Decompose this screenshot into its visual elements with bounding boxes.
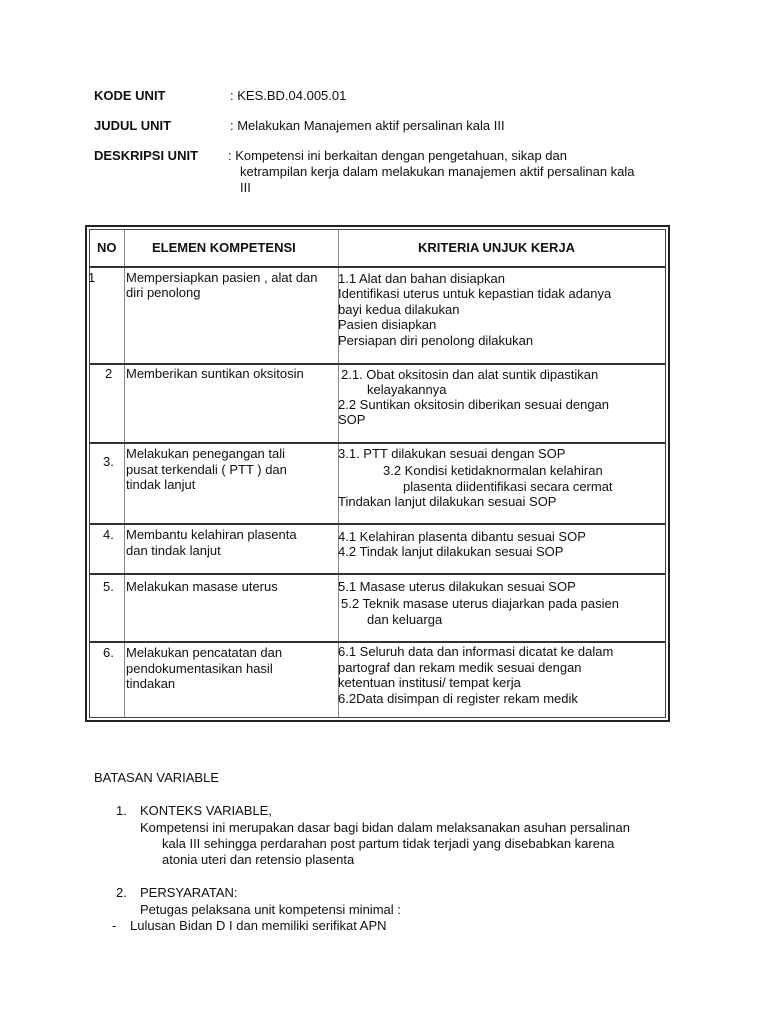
- row5-no: 5.: [103, 579, 114, 594]
- row-separator: [90, 266, 665, 268]
- row3-kriteria-line1: 3.1. PTT dilakukan sesuai dengan SOP: [338, 446, 566, 461]
- row-separator: [90, 573, 665, 575]
- row2-elemen-line1: Memberikan suntikan oksitosin: [126, 366, 304, 381]
- row5-elemen-line1: Melakukan masase uterus: [126, 579, 278, 594]
- row4-elemen-line1: Membantu kelahiran plasenta: [126, 527, 297, 542]
- row6-elemen-line1: Melakukan pencatatan dan: [126, 645, 283, 660]
- deskripsi-line-3: III: [240, 180, 251, 195]
- row1-no: 1: [88, 270, 96, 285]
- row1-elemen-line2: diri penolong: [126, 285, 201, 300]
- row3-kriteria-line3: plasenta diidentifikasi secara cermat: [403, 479, 613, 494]
- bullet-text: Lulusan Bidan D I dan memiliki serifikat APN: [130, 918, 387, 933]
- row2-kriteria-line4: SOP: [338, 412, 366, 427]
- item2-title: PERSYARATAN:: [140, 885, 238, 900]
- row2-no: 2: [105, 366, 113, 381]
- row6-kriteria-line4: 6.2Data disimpan di register rekam medik: [338, 691, 578, 706]
- row1-kriteria-line5: Persiapan diri penolong dilakukan: [338, 333, 534, 348]
- row1-kriteria-line4: Pasien disiapkan: [338, 317, 437, 332]
- row3-no: 3.: [103, 454, 114, 469]
- row6-no: 6.: [103, 645, 114, 660]
- deskripsi-line-1: : Kompetensi ini berkaitan dengan pengetahuan, sikap dan: [228, 148, 567, 163]
- row6-kriteria-line1: 6.1 Seluruh data dan informasi dicatat ke dalam: [338, 644, 614, 659]
- row-separator: [90, 442, 665, 444]
- competency-table: [85, 225, 670, 722]
- row2-kriteria-line1: 2.1. Obat oksitosin dan alat suntik dipastikan: [341, 367, 599, 382]
- row4-kriteria-line2: 4.2 Tindak lanjut dilakukan sesuai SOP: [338, 544, 564, 559]
- row-separator: [90, 523, 665, 525]
- table-header-kriteria: KRITERIA UNJUK KERJA: [418, 240, 575, 255]
- row2-kriteria-line2: kelayakannya: [367, 382, 447, 397]
- row4-kriteria-line1: 4.1 Kelahiran plasenta dibantu sesuai SOP: [338, 529, 586, 544]
- judul-unit-label: JUDUL UNIT: [94, 118, 172, 133]
- row3-kriteria-line2: 3.2 Kondisi ketidaknormalan kelahiran: [383, 463, 603, 478]
- item1-line3: atonia uteri dan retensio plasenta: [162, 852, 355, 867]
- deskripsi-line-2: ketrampilan kerja dalam melakukan manajemen aktif persalinan kala: [240, 164, 635, 179]
- table-inner-border: [89, 229, 666, 718]
- item1-number: 1.: [116, 803, 127, 818]
- row3-kriteria-line4: Tindakan lanjut dilakukan sesuai SOP: [338, 494, 557, 509]
- row6-elemen-line3: tindakan: [126, 676, 176, 691]
- row1-elemen-line1: Mempersiapkan pasien , alat dan: [126, 270, 318, 285]
- row6-kriteria-line3: ketentuan institusi/ tempat kerja: [338, 675, 521, 690]
- row5-kriteria-line2: 5.2 Teknik masase uterus diajarkan pada pasien: [341, 596, 619, 611]
- row5-kriteria-line3: dan keluarga: [367, 612, 443, 627]
- judul-unit-value: : Melakukan Manajemen aktif persalinan kala III: [230, 118, 505, 133]
- item2-line: Petugas pelaksana unit kompetensi minimal :: [140, 902, 401, 917]
- batasan-title: BATASAN VARIABLE: [94, 770, 219, 785]
- row5-kriteria-line1: 5.1 Masase uterus dilakukan sesuai SOP: [338, 579, 576, 594]
- row1-kriteria-line1: 1.1 Alat dan bahan disiapkan: [338, 271, 505, 286]
- row1-kriteria-line2: Identifikasi uterus untuk kepastian tidak adanya: [338, 286, 612, 301]
- row3-elemen-line2: pusat terkendali ( PTT ) dan: [126, 462, 287, 477]
- row6-kriteria-line2: partograf dan rekam medik sesuai dengan: [338, 660, 582, 675]
- deskripsi-unit-label: DESKRIPSI UNIT: [94, 148, 199, 163]
- row6-elemen-line2: pendokumentasikan hasil: [126, 661, 273, 676]
- row3-elemen-line1: Melakukan penegangan tali: [126, 446, 286, 461]
- row2-kriteria-line3: 2.2 Suntikan oksitosin diberikan sesuai dengan: [338, 397, 610, 412]
- table-divider-col1: [124, 230, 125, 717]
- kode-unit-label: KODE UNIT: [94, 88, 166, 103]
- table-header-no: NO: [97, 240, 117, 255]
- row-separator: [90, 363, 665, 365]
- kode-unit-value: : KES.BD.04.005.01: [230, 88, 347, 103]
- row3-elemen-line3: tindak lanjut: [126, 477, 196, 492]
- item1-line1: Kompetensi ini merupakan dasar bagi bidan dalam melaksanakan asuhan persalinan: [140, 820, 630, 835]
- bullet-dash: -: [112, 918, 117, 933]
- item1-line2: kala III sehingga perdarahan post partum tidak terjadi yang disebabkan karena: [162, 836, 615, 851]
- item1-title: KONTEKS VARIABLE,: [140, 803, 272, 818]
- table-header-elemen: ELEMEN KOMPETENSI: [152, 240, 296, 255]
- item2-number: 2.: [116, 885, 127, 900]
- row4-elemen-line2: dan tindak lanjut: [126, 543, 221, 558]
- row1-kriteria-line3: bayi kedua dilakukan: [338, 302, 460, 317]
- row4-no: 4.: [103, 527, 114, 542]
- row-separator: [90, 641, 665, 643]
